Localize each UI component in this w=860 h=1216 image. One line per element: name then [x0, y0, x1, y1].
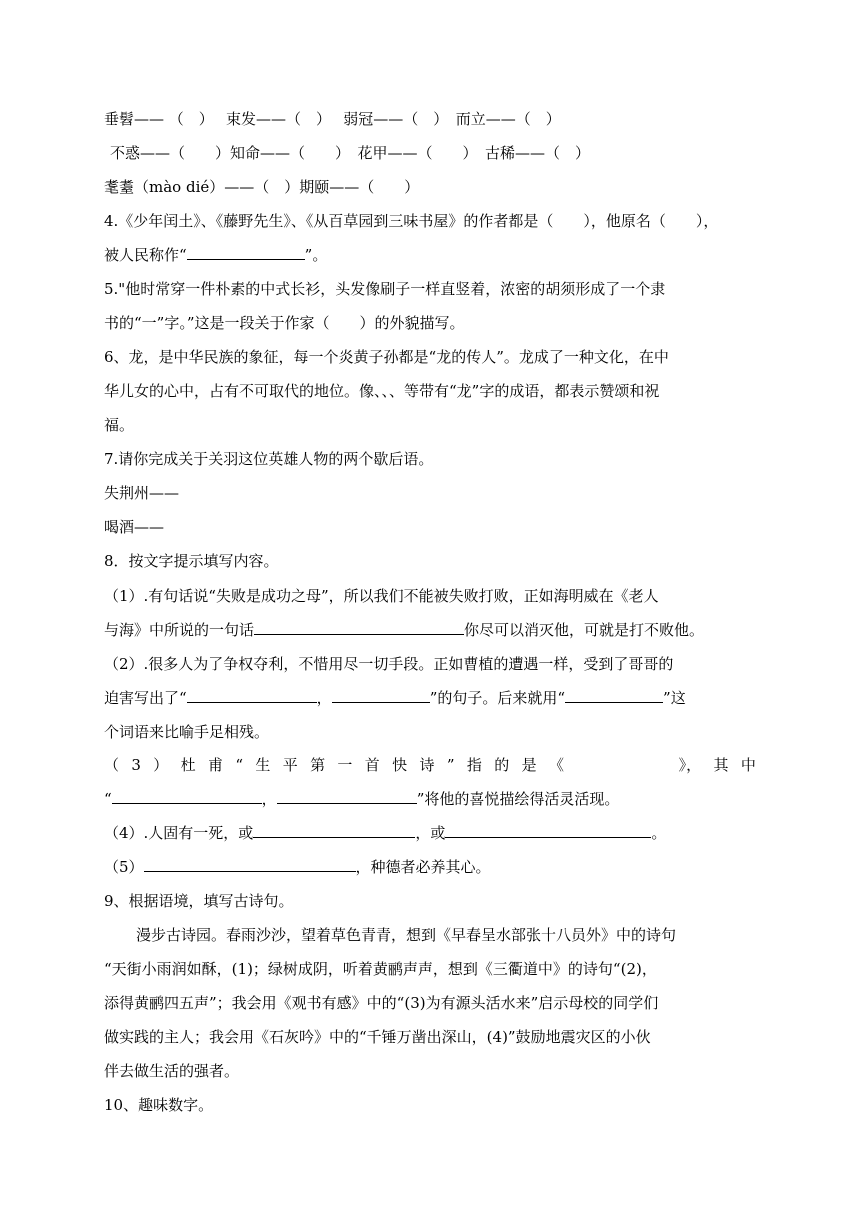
answer-blank[interactable] — [112, 789, 262, 804]
question-8-2-line-1: （2）.很多人为了争权夺利，不惜用尽一切手段。正如曹植的遭遇一样，受到了哥哥的 — [104, 655, 674, 673]
question-7-item-1: 失荆州—— — [104, 484, 180, 502]
question-9-paragraph-line-1: 漫步古诗园。春雨沙沙，望着草色青青，想到《早春呈水部张十八员外》中的诗句 — [136, 926, 677, 944]
question-9-paragraph-line-4: 做实践的主人；我会用《石灰吟》中的“千锤万凿出深山，(4)”鼓励地震灾区的小伙 — [104, 1028, 651, 1046]
answer-blank[interactable] — [565, 688, 663, 703]
question-8-2-line-2: 迫害写出了“ ， ”的句子。后来就用“ ”这 — [104, 689, 686, 707]
question-9-paragraph-line-2: “天街小雨润如酥，(1)；绿树成阴，听着黄鹂声声，想到《三衢道中》的诗句“(2)， — [104, 960, 657, 978]
question-9-heading: 9、根据语境，填写古诗句。 — [104, 892, 294, 910]
question-4-line-1: 4.《少年闰土》、《藤野先生》、《从百草园到三味书屋》的作者都是（ ），他原名（ ）， — [104, 212, 719, 230]
question-7-item-2: 喝酒—— — [104, 518, 165, 536]
age-terms-line-2: 不惑——（ ）知命——（ ） 花甲——（ ） 古稀——（ ） — [110, 144, 591, 162]
question-5-line-2: 书的“一”字。”这是一段关于作家（ ）的外貌描写。 — [104, 314, 465, 332]
answer-blank[interactable] — [277, 789, 417, 804]
question-7-heading: 7.请你完成关于关羽这位英雄人物的两个歇后语。 — [104, 450, 434, 468]
answer-blank[interactable] — [445, 823, 651, 838]
question-8-2-line-3: 个词语来比喻手足相残。 — [104, 723, 270, 741]
answer-blank[interactable] — [187, 688, 317, 703]
question-8-heading: 8．按文字提示填写内容。 — [104, 552, 279, 570]
question-8-1-line-1: （1）.有句话说“失败是成功之母”，所以我们不能被失败打败，正如海明威在《老人 — [104, 587, 659, 605]
question-8-3-line-1: （ 3 ） 杜 甫 “ 生 平 第 一 首 快 诗 ” 指 的 是 《 》， 其 中 — [104, 756, 756, 774]
question-8-1-line-2: 与海》中所说的一句话 你尽可以消灭他，可就是打不败他。 — [104, 621, 705, 639]
question-9-paragraph-line-3: 添得黄鹂四五声”；我会用《观书有感》中的“(3)为有源头活水来”启示母校的同学们 — [104, 994, 659, 1012]
age-terms-line-1: 垂髫—— （ ） 束发——（ ） 弱冠——（ ） 而立——（ ） — [104, 110, 561, 128]
age-terms-line-3: 耄耋（mào dié）——（ ）期颐——（ ） — [104, 178, 420, 196]
question-9-paragraph-line-5: 伴去做生活的强者。 — [104, 1062, 240, 1080]
question-10-heading: 10、趣味数字。 — [104, 1096, 214, 1114]
question-6-line-3: 福。 — [104, 416, 135, 434]
question-8-3-line-2: “ ， ”将他的喜悦描绘得活灵活现。 — [104, 790, 620, 808]
question-6-line-1: 6、龙，是中华民族的象征，每一个炎黄子孙都是“龙的传人”。龙成了一种文化，在中 — [104, 348, 669, 366]
question-5-line-1: 5."他时常穿一件朴素的中式长衫，头发像刷子一样直竖着，浓密的胡须形成了一个隶 — [104, 280, 666, 298]
question-4-line-2: 被人民称作“ ”。 — [104, 246, 328, 264]
answer-blank[interactable] — [187, 245, 305, 260]
question-6-line-2: 华儿女的心中，占有不可取代的地位。像、、、等带有“龙”字的成语，都表示赞颂和祝 — [104, 382, 660, 400]
answer-blank[interactable] — [332, 688, 430, 703]
question-8-5: （5） ，种德者必养其心。 — [104, 858, 491, 876]
answer-blank[interactable] — [254, 620, 464, 635]
answer-blank[interactable] — [253, 823, 415, 838]
question-8-4: （4）.人固有一死，或 ，或 。 — [104, 824, 667, 842]
answer-blank[interactable] — [144, 857, 356, 872]
